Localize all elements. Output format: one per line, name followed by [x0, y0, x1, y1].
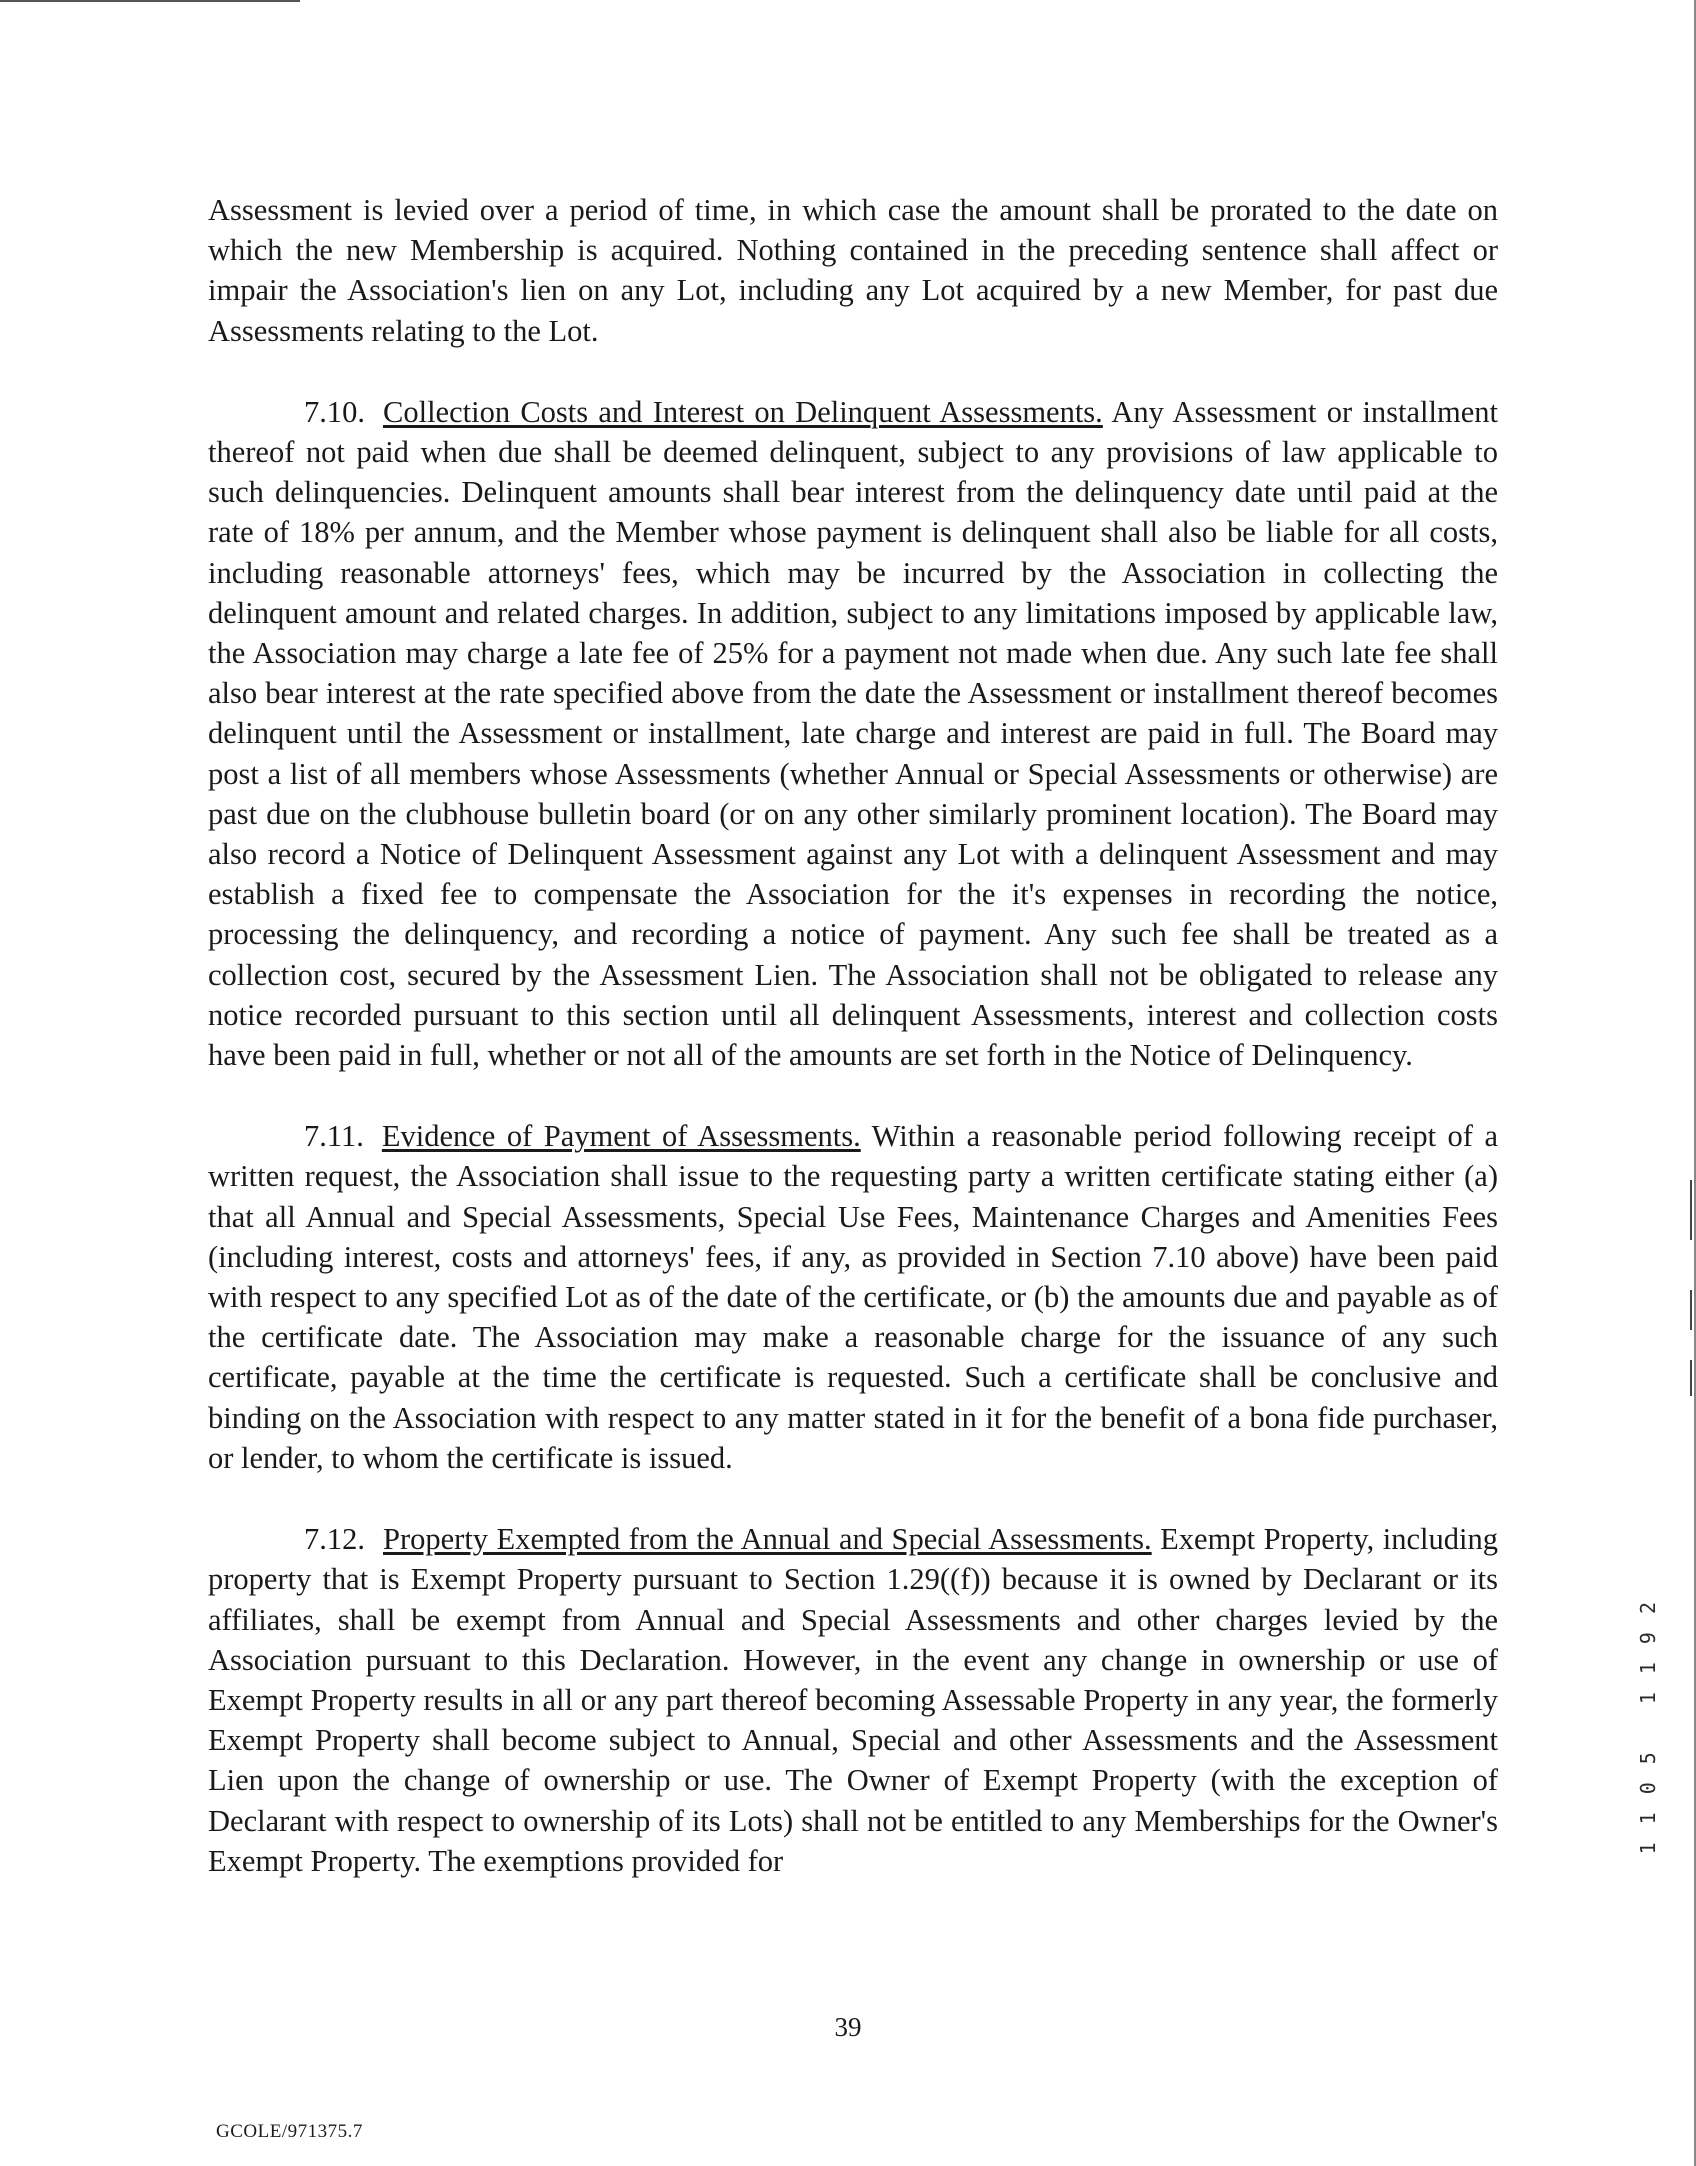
- section-7-11: [208, 1116, 1498, 1478]
- section-7-10: [208, 392, 1498, 1075]
- section-heading: Evidence of Payment of Assessments.: [381, 1119, 861, 1154]
- document-page: [208, 190, 1498, 1922]
- continuation-paragraph: Assessment is levied over a period of time, in which case the amount shall be prorated to the date on which the new Membership is acquired. Nothing contained in the preceding sentence shall affect or impair the Association's lien on any Lot, including any Lot acquired by a new Member, for past due Assessments relating to the Lot.: [208, 193, 1498, 348]
- section-heading: Collection Costs and Interest on Delinquent Assessments.: [383, 394, 1103, 429]
- section-number: 7.10.: [304, 394, 365, 429]
- margin-recording-stamp: 1105 1192: [1636, 1584, 1660, 1855]
- section-number: 7.11.: [304, 1119, 364, 1154]
- document-id: GCOLE/971375.7: [216, 2121, 363, 2142]
- section-body: Any Assessment or installment thereof not paid when due shall be deemed delinquent, subject to any provisions of law applicable to such delinquencies. Delinquent amounts shall bear interest from the delinquency date until paid at the rate of 18% per annum, and the Member whose payment is delinquent shall also be liable for all costs, including reasonable attorneys' fees, which may be incurred by the Association in collecting the delinquent amount and related charges. In addition, subject to any limitations imposed by applicable law, the Association may charge a late fee of 25% for a payment not made when due. Any such late fee shall also bear interest at the rate specified above from the date the Assessment or installment thereof becomes delinquent until the Assessment or installment, late charge and interest are paid in full. The Board may post a list of all members whose Assessments (whether Annual or Special Assessments or otherwise) are past due on the clubhouse bulletin board (or on any other similarly prominent location). The Board may also record a Notice of Delinquent Assessment against any Lot with a delinquent Assessment and may establish a fixed fee to compensate the Association for the it's expenses in recording the notice, processing the delinquency, and recording a notice of payment. Any such fee shall be treated as a collection cost, secured by the Assessment Lien. The Association shall not be obligated to release any notice recorded pursuant to this section until all delinquent Assessments, interest and collection costs have been paid in full, whether or not all of the amounts are set forth in the Notice of Delinquency.: [208, 394, 1498, 1073]
- section-body: Within a reasonable period following receipt of a written request, the Association shall issue to the requesting party a written certificate stating either (a) that all Annual and Special Assessments, Special Use Fees, Maintenance Charges and Amenities Fees (including interest, costs and attorneys' fees, if any, as provided in Section 7.10 above) have been paid with respect to any specified Lot as of the date of the certificate, or (b) the amounts due and payable as of the certificate date. The Association may make a reasonable charge for the issuance of any such certificate, payable at the time the certificate is requested. Such a certificate shall be conclusive and binding on the Association with respect to any matter stated in it for the benefit of a bona fide purchaser, or lender, to whom the certificate is issued.: [208, 1119, 1498, 1475]
- section-body: Exempt Property, including property that is Exempt Property pursuant to Section 1.29((f)) because it is owned by Declarant or its affiliates, shall be exempt from Annual and Special Assessments and other charges levied by the Association pursuant to this Declaration. However, in the event any change in ownership or use of Exempt Property results in all or any part thereof becoming Assessable Property in any year, the formerly Exempt Property shall become subject to Annual, Special and other Assessments and the Assessment Lien upon the change of ownership or use. The Owner of Exempt Property (with the exception of Declarant with respect to ownership of its Lots) shall not be entitled to any Memberships for the Owner's Exempt Property. The exemptions provided for: [208, 1522, 1498, 1878]
- edge-mark: [1690, 1360, 1692, 1396]
- page-number: 39: [834, 2012, 862, 2042]
- edge-mark: [1690, 1290, 1692, 1330]
- top-edge-rule: [0, 0, 300, 2]
- section-7-12: [208, 1519, 1498, 1881]
- edge-mark: [1690, 1180, 1692, 1240]
- section-number: 7.12.: [304, 1522, 365, 1557]
- section-heading: Property Exempted from the Annual and Special Assessments.: [383, 1522, 1152, 1557]
